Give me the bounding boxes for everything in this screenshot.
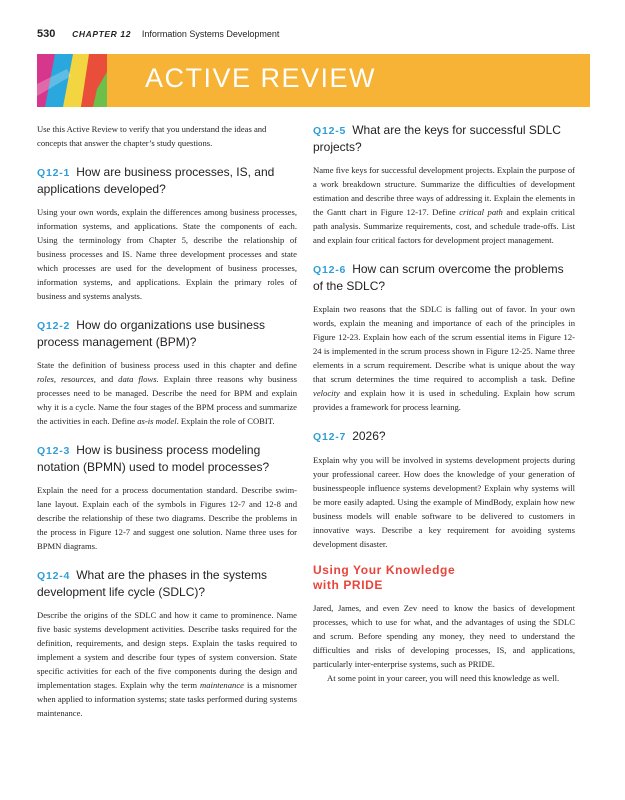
question-title: How is business process modeling notation (BPMN) used to model processes? — [37, 443, 270, 474]
question-body: Explain the need for a process documentation standard. Describe swim-lane layout. Explain each of the symbols in Figures 12-7 and 12-8 and describe the relationship of these two diagrams. Describe the problems in the process in Figure 12-7 and suggest one solution. Name three uses for BPMN diagrams. — [37, 485, 297, 551]
page-number: 530 — [37, 28, 56, 40]
banner-artwork — [37, 54, 107, 107]
intro-text: Use this Active Review to verify that you understand the ideas and concepts that answer the chapter’s study questions. — [37, 124, 267, 148]
chapter-title: Information Systems Development — [141, 29, 280, 39]
question-title: How are business processes, IS, and applications developed? — [37, 165, 275, 196]
question-heading — [313, 261, 575, 294]
question-body: Explain two reasons that the SDLC is falling out of favor. In your own words, explain the meaning and importance of each of the principles in Figure 12-23. Explain how each of the scrum essential items in Figure 12-24 is implemented in the scrum process shown in Figure 12-25. Name three elements in a scrum requirement. Describe what is unique about the way that scrum determines the time required to accomplish a task. Define velocity and explain how it is used in scheduling. Explain how scrum provides a framework for process learning. — [313, 304, 575, 412]
question-heading — [313, 428, 575, 445]
question-heading — [37, 164, 297, 197]
question-heading — [37, 317, 297, 350]
question-heading — [37, 442, 297, 475]
banner-title: ACTIVE REVIEW — [145, 63, 377, 93]
question-body: Describe the origins of the SDLC and how it came to prominence. Name five basic systems development activities. Describe tasks required for the definition, requirements, and design steps. Explain the tasks required to implement a system and describe four types of system conversion. State specific activities for each of the five components during the design and implementation stages. Explain why the term maintenance is a misnomer when applied to information systems; state tasks performed during systems maintenance. — [37, 610, 297, 718]
question-body: Explain why you will be involved in systems development projects during your professional career. How does the knowledge of your generation of businesspeople influence systems development? Explain why systems will be more easily adapted. Using the example of MindBody, explain how new business models will enable software to be delivered to customers in innovative ways. Describe a key requirement for avoiding systems development disaster. — [313, 455, 575, 549]
question-title: What are the keys for successful SDLC projects? — [313, 123, 561, 154]
question-number: Q12-2 — [37, 320, 71, 332]
chapter-label: CHAPTER 12 — [72, 29, 132, 39]
question-number: Q12-5 — [313, 125, 347, 137]
question-title: How can scrum overcome the problems of the SDLC? — [313, 262, 564, 293]
question-title: 2026? — [352, 429, 386, 443]
question-body: Using your own words, explain the differences among business processes, information systems, and applications. State the components of each. Using the terminology from Chapter 5, describe the relationship of business processes and IS. Name three development processes and state which processes are used for the development of business processes, information systems, and applications. Explain the primary roles of business and systems analysts. — [37, 207, 297, 301]
pride-paragraph-2: At some point in your career, you will need this knowledge as well. — [327, 673, 560, 683]
question-title: How do organizations use business process management (BPM)? — [37, 318, 265, 349]
question-number: Q12-7 — [313, 431, 347, 443]
question-heading — [313, 122, 575, 155]
right-column — [313, 122, 575, 685]
section-banner — [37, 54, 590, 107]
question-number: Q12-4 — [37, 570, 71, 582]
question-number: Q12-6 — [313, 264, 347, 276]
question-heading — [37, 567, 297, 600]
question-title: What are the phases in the systems development life cycle (SDLC)? — [37, 568, 267, 599]
pride-paragraph: Jared, James, and even Zev need to know the basics of development processes, which to use for what, and the advantages of using the SDLC and scrum. Before spending any money, they need to understand the difficulties and risks of developing processes, IS, and applications, particularly inter-enterprise systems, such as PRIDE. — [313, 603, 575, 669]
question-number: Q12-1 — [37, 167, 71, 179]
left-column — [37, 122, 297, 720]
question-number: Q12-3 — [37, 445, 71, 457]
running-header — [37, 28, 279, 40]
question-body: State the definition of business process used in this chapter and define roles, resources, and data flows. Explain three reasons why business processes need to be managed. Describe the need for BPM and explain why it is a cycle. Name the four stages of the BPM process and summarize the activities in each. Define as-is model. Explain the role of COBIT. — [37, 360, 297, 426]
pride-heading: Using Your Knowledge with PRIDE — [313, 563, 456, 592]
question-body: Name five keys for successful development projects. Explain the purpose of a work breakdown structure. Summarize the difficulties of development estimation and describe three ways of addressing it. Explain the elements in the Gantt chart in Figure 12-17. Define critical path and explain critical path analysis. Summarize requirements, cost, and schedule trade-offs. List and explain four critical factors for development project management. — [313, 165, 575, 245]
